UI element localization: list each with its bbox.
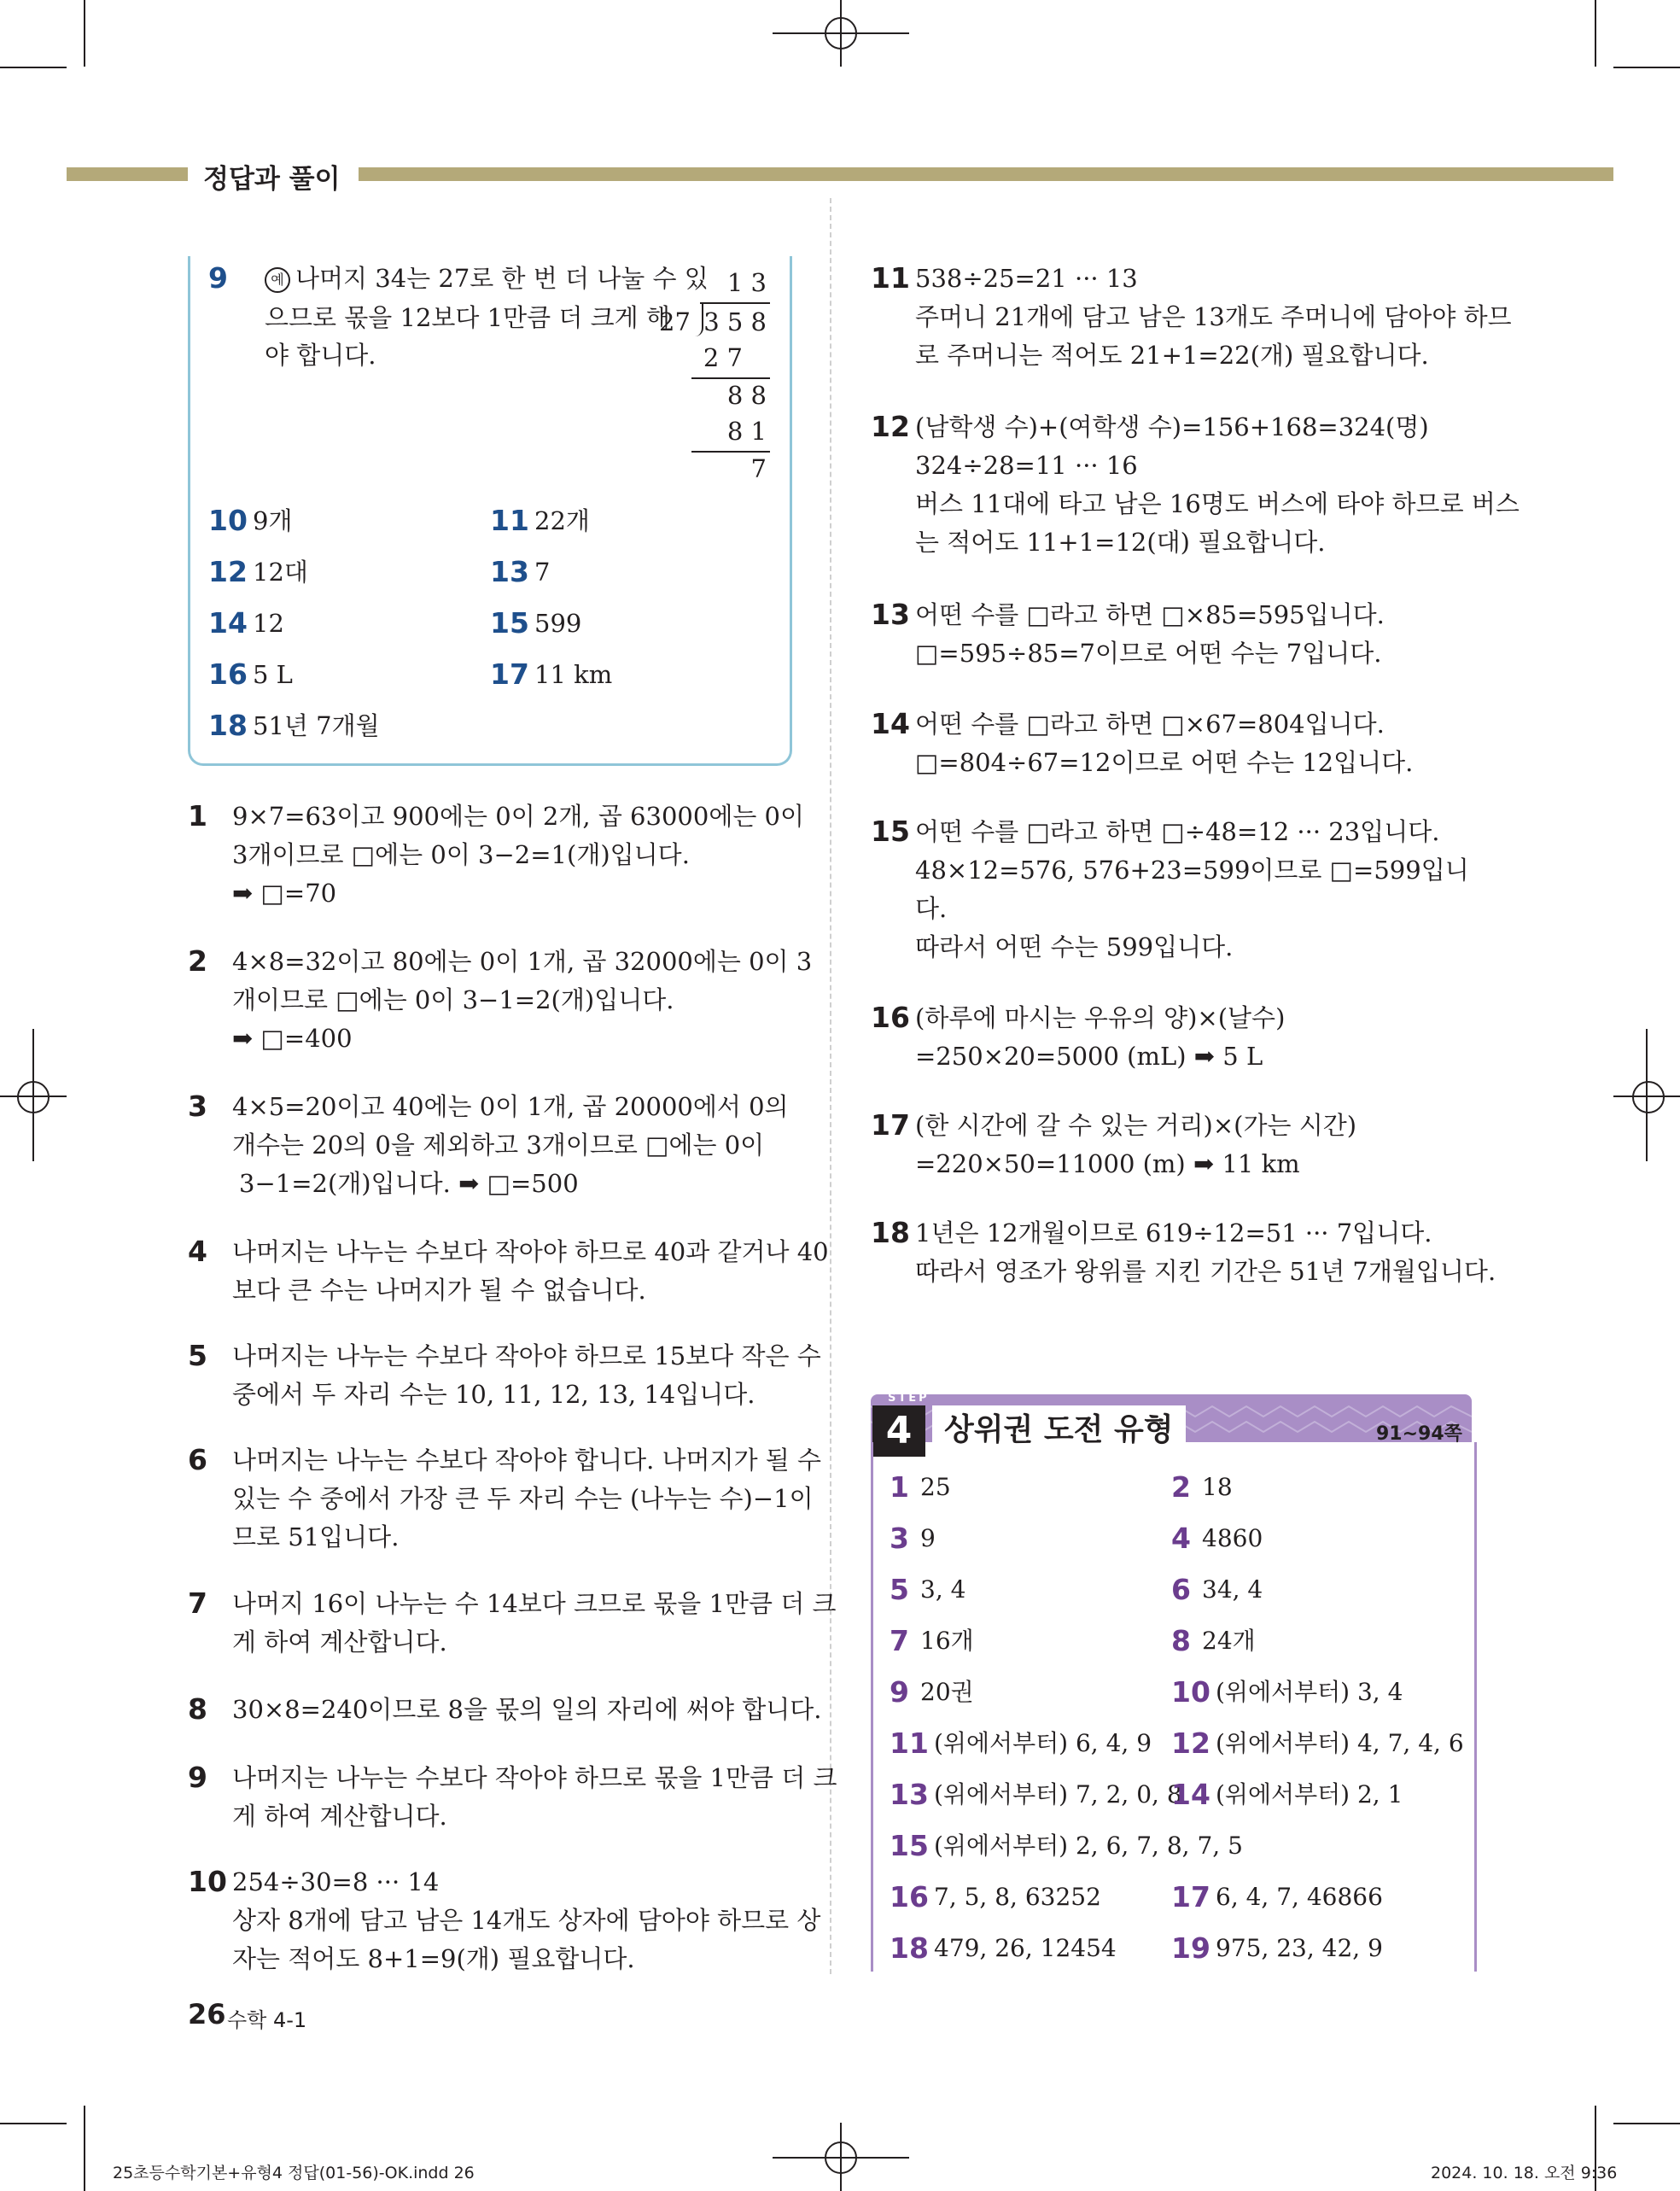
solution-line: 3개이므로 □에는 0이 3−2=1(개)입니다. — [232, 840, 690, 869]
solution-number: 18 — [871, 1216, 910, 1249]
step-answer-text: 34, 4 — [1202, 1575, 1263, 1604]
page-header-title: 정답과 풀이 — [203, 164, 341, 195]
division-bar — [700, 302, 770, 304]
page-subject: 수학 4-1 — [227, 2008, 307, 2032]
box-answer-text: 12대 — [253, 558, 308, 587]
solution-line: 48×12=576, 576+23=599이므로 □=599입니 — [915, 856, 1469, 885]
step-answer-text: 20권 — [920, 1678, 974, 1706]
solution-line: 나머지는 나누는 수보다 작아야 하므로 40과 같거나 40 — [232, 1237, 829, 1266]
solution-line: 나머지 16이 나누는 수 14보다 크므로 몫을 1만큼 더 크 — [232, 1589, 837, 1618]
solution-line: □=595÷85=7이므로 어떤 수는 7입니다. — [915, 639, 1382, 668]
solution-line: □=804÷67=12이므로 어떤 수는 12입니다. — [915, 748, 1414, 777]
box-answer-text: 599 — [534, 609, 582, 638]
solution-number: 4 — [188, 1235, 207, 1268]
crop-mark — [1595, 0, 1596, 67]
step-answer-number: 8 — [1171, 1624, 1191, 1657]
solution-line: 따라서 영조가 왕위를 지킨 기간은 51년 7개월입니다. — [915, 1257, 1496, 1286]
example-marker-icon: 예 — [265, 267, 290, 293]
step-answer-number: 12 — [1171, 1727, 1210, 1760]
registration-circle — [17, 1081, 50, 1113]
step-answer-number: 15 — [890, 1829, 929, 1862]
box-answer-text: 11 km — [534, 660, 613, 689]
box-q9-line: 야 합니다. — [265, 341, 376, 370]
solution-line: 므로 51입니다. — [232, 1522, 400, 1551]
solution-line: 1년은 12개월이므로 619÷12=51 ··· 7입니다. — [915, 1218, 1432, 1247]
solution-line: (하루에 마시는 우유의 양)×(날수) — [915, 1003, 1286, 1032]
solution-number: 12 — [871, 410, 910, 443]
solution-line: 버스 11대에 타고 남은 16명도 버스에 타야 하므로 버스 — [915, 489, 1520, 518]
solution-line: 4×8=32이고 80에는 0이 1개, 곱 32000에는 0이 3 — [232, 947, 813, 976]
solution-line: 보다 큰 수는 나머지가 될 수 없습니다. — [232, 1276, 646, 1305]
division-step: 2 7 — [703, 343, 743, 372]
print-file-info: 25초등수학기본+유형4 정답(01-56)-OK.indd 26 — [113, 2164, 475, 2182]
step-answer-number: 3 — [890, 1522, 909, 1555]
crop-mark — [84, 2106, 85, 2191]
division-step: 8 1 — [726, 417, 767, 446]
solution-line: 게 하여 계산합니다. — [232, 1627, 447, 1656]
solution-line: 다. — [915, 894, 948, 923]
step-answer-text: 24개 — [1202, 1627, 1256, 1655]
box-answer-text: 51년 7개월 — [253, 711, 380, 740]
solution-number: 7 — [188, 1586, 207, 1620]
box-answer-number: 18 — [208, 709, 248, 742]
solution-line: 상자 8개에 담고 남은 14개도 상자에 담아야 하므로 상 — [232, 1906, 821, 1935]
solution-number: 16 — [871, 1001, 910, 1034]
box-answer-text: 9개 — [253, 506, 293, 535]
solution-number: 9 — [188, 1761, 207, 1794]
solution-line: 어떤 수를 □라고 하면 □×67=804입니다. — [915, 710, 1385, 739]
solution-line: 어떤 수를 □라고 하면 □÷48=12 ··· 23입니다. — [915, 817, 1440, 846]
solution-number: 17 — [871, 1108, 910, 1142]
solution-line: (한 시간에 갈 수 있는 거리)×(가는 시간) — [915, 1111, 1357, 1140]
solution-line: 따라서 어떤 수는 599입니다. — [915, 932, 1234, 961]
solution-line: (남학생 수)+(여학생 수)=156+168=324(명) — [915, 412, 1429, 441]
solution-number: 15 — [871, 815, 910, 848]
box-answer-text: 7 — [534, 558, 551, 587]
solution-line: 있는 수 중에서 가장 큰 두 자리 수는 (나누는 수)−1이 — [232, 1484, 814, 1513]
solution-line: 게 하여 계산합니다. — [232, 1802, 447, 1831]
page-number: 26 — [188, 1998, 226, 2030]
solution-number: 5 — [188, 1339, 207, 1372]
solution-line: 나머지는 나누는 수보다 작아야 하므로 15보다 작은 수 — [232, 1341, 821, 1370]
box-answer-number: 14 — [208, 606, 248, 640]
print-date-info: 2024. 10. 18. 오전 9:36 — [1431, 2164, 1618, 2182]
step-answer-number: 16 — [890, 1880, 929, 1913]
step-answer-number: 10 — [1171, 1675, 1210, 1709]
box-q9-text: 나머지 34는 27로 한 번 더 나눌 수 있 — [295, 264, 709, 293]
division-bar — [691, 451, 770, 453]
solution-line: 자는 적어도 8+1=9(개) 필요합니다. — [232, 1944, 635, 1973]
box-answer-number: 15 — [490, 606, 529, 640]
step-answer-number: 14 — [1171, 1778, 1210, 1811]
solution-line: 어떤 수를 □라고 하면 □×85=595입니다. — [915, 600, 1385, 629]
box-answer-number: 10 — [208, 504, 248, 537]
solution-line: 538÷25=21 ··· 13 — [915, 264, 1138, 293]
column-divider — [830, 198, 831, 1974]
solution-line: ➡ □=400 — [232, 1024, 353, 1053]
division-step: 8 8 — [726, 381, 767, 410]
box-answer-text: 22개 — [534, 506, 590, 535]
step-answer-text: 25 — [920, 1473, 951, 1501]
solution-number: 10 — [188, 1865, 227, 1898]
solution-line: 3−1=2(개)입니다. ➡ □=500 — [239, 1169, 579, 1198]
division-remainder: 7 — [750, 454, 767, 483]
step-answer-number: 18 — [890, 1931, 929, 1965]
step-number-badge: 4 — [872, 1405, 925, 1457]
solution-number: 11 — [871, 261, 910, 295]
solution-line: =250×20=5000 (mL) ➡ 5 L — [915, 1042, 1263, 1071]
registration-circle — [1632, 1081, 1665, 1113]
step-answer-number: 17 — [1171, 1880, 1210, 1913]
solution-line: 나머지는 나누는 수보다 작아야 합니다. 나머지가 될 수 — [232, 1446, 822, 1475]
box-answer-number: 17 — [490, 657, 529, 691]
step-answer-number: 4 — [1171, 1522, 1191, 1555]
solution-line: 로 주머니는 적어도 21+1=22(개) 필요합니다. — [915, 341, 1429, 370]
division-dividend: 3 5 8 — [703, 307, 767, 336]
solution-line: 30×8=240이므로 8을 몫의 일의 자리에 써야 합니다. — [232, 1695, 822, 1724]
division-bar — [691, 377, 770, 379]
division-divisor: 27 — [659, 307, 691, 336]
header-rule-left — [67, 167, 188, 181]
step-title: 상위권 도전 유형 — [932, 1405, 1186, 1455]
solution-line: 4×5=20이고 40에는 0이 1개, 곱 20000에서 0의 — [232, 1092, 789, 1121]
step-page-range: 91~94쪽 — [1376, 1423, 1462, 1445]
solution-line: 254÷30=8 ··· 14 — [232, 1867, 440, 1896]
crop-mark — [0, 2123, 67, 2124]
solution-line: 개수는 20의 0을 제외하고 3개이므로 □에는 0이 — [232, 1131, 765, 1160]
solution-line: 9×7=63이고 900에는 0이 2개, 곱 63000에는 0이 — [232, 802, 805, 831]
box-q9-line: 으므로 몫을 12보다 1만큼 더 크게 해 — [265, 303, 670, 332]
solution-line: 중에서 두 자리 수는 10, 11, 12, 13, 14입니다. — [232, 1380, 755, 1409]
crop-mark — [0, 67, 67, 68]
solution-line: 324÷28=11 ··· 16 — [915, 451, 1138, 480]
step-answer-text: 975, 23, 42, 9 — [1216, 1934, 1383, 1962]
step-answer-number: 6 — [1171, 1573, 1191, 1606]
header-rule-right — [359, 167, 1613, 181]
step-answer-number: 13 — [890, 1778, 929, 1811]
solution-line: ➡ □=70 — [232, 879, 337, 908]
step-answer-text: (위에서부터) 2, 6, 7, 8, 7, 5 — [934, 1832, 1243, 1860]
solution-number: 2 — [188, 944, 207, 978]
step-answer-number: 9 — [890, 1675, 909, 1709]
step-answer-number: 5 — [890, 1573, 909, 1606]
step-answer-text: (위에서부터) 2, 1 — [1216, 1780, 1403, 1808]
crop-mark — [1613, 67, 1680, 68]
box-q9-number: 9 — [208, 261, 228, 295]
solution-line: 주머니 21개에 담고 남은 13개도 주머니에 담아야 하므 — [915, 302, 1512, 331]
step-answer-text: 479, 26, 12454 — [934, 1934, 1117, 1962]
step-answer-number: 7 — [890, 1624, 909, 1657]
step-answer-text: (위에서부터) 7, 2, 0, 8 — [934, 1780, 1182, 1808]
solution-line: 개이므로 □에는 0이 3−1=2(개)입니다. — [232, 985, 674, 1014]
box-answer-number: 11 — [490, 504, 529, 537]
step-answer-number: 2 — [1171, 1470, 1191, 1504]
step-answer-text: 4860 — [1202, 1524, 1263, 1552]
solution-number: 14 — [871, 707, 910, 740]
solution-number: 3 — [188, 1090, 207, 1123]
box-answer-text: 12 — [253, 609, 284, 638]
crop-mark — [84, 0, 85, 67]
step-answer-number: 11 — [890, 1727, 929, 1760]
step-answer-text: 6, 4, 7, 46866 — [1216, 1883, 1383, 1911]
registration-circle — [825, 17, 857, 50]
solution-line: =220×50=11000 (m) ➡ 11 km — [915, 1149, 1300, 1178]
box-q9-line — [265, 260, 709, 298]
division-quotient: 1 3 — [726, 268, 767, 297]
step-answer-number: 19 — [1171, 1931, 1210, 1965]
step-answer-text: 7, 5, 8, 63252 — [934, 1883, 1101, 1911]
solution-number: 1 — [188, 799, 207, 833]
step-label: STEP — [888, 1392, 930, 1405]
registration-circle — [825, 2141, 857, 2174]
step-answer-text: (위에서부터) 6, 4, 9 — [934, 1729, 1152, 1757]
solution-number: 6 — [188, 1443, 207, 1476]
step-answer-number: 1 — [890, 1470, 909, 1504]
solution-number: 13 — [871, 598, 910, 631]
solution-number: 8 — [188, 1692, 207, 1726]
solution-line: 나머지는 나누는 수보다 작아야 하므로 몫을 1만큼 더 크 — [232, 1763, 837, 1792]
step-answer-text: 18 — [1202, 1473, 1233, 1501]
step-answer-text: 3, 4 — [920, 1575, 966, 1604]
solution-line: 는 적어도 11+1=12(대) 필요합니다. — [915, 528, 1326, 557]
step-answer-text: (위에서부터) 4, 7, 4, 6 — [1216, 1729, 1464, 1757]
box-answer-number: 12 — [208, 555, 248, 588]
step-answer-text: 16개 — [920, 1627, 974, 1655]
box-answer-text: 5 L — [253, 660, 293, 689]
box-answer-number: 16 — [208, 657, 248, 691]
box-answer-number: 13 — [490, 555, 529, 588]
step-answer-text: (위에서부터) 3, 4 — [1216, 1678, 1403, 1706]
crop-mark — [1613, 2123, 1680, 2124]
step-answer-text: 9 — [920, 1524, 936, 1552]
